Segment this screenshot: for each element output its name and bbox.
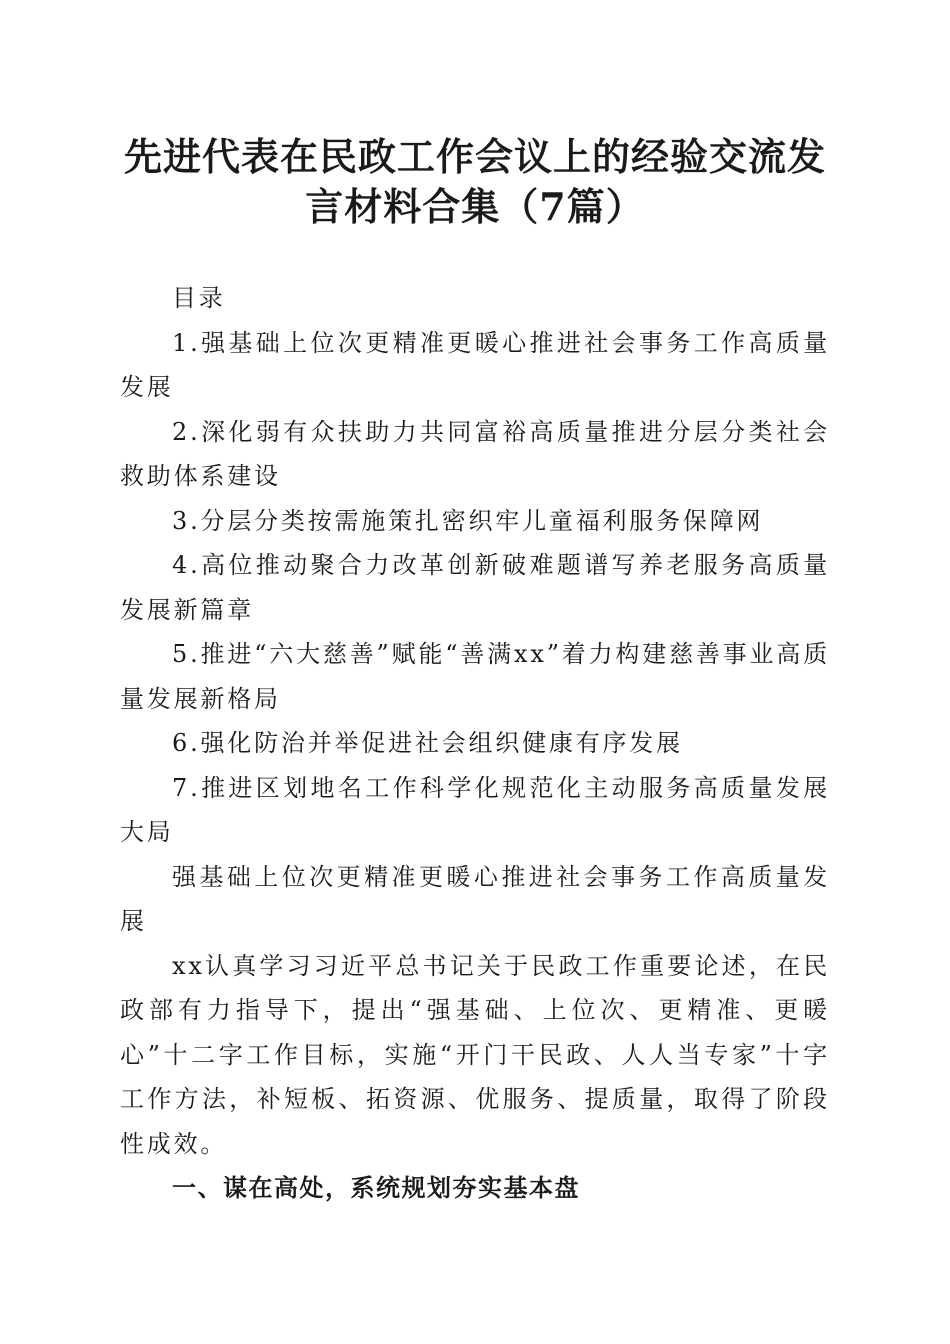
intro-paragraph: xx认真学习习近平总书记关于民政工作重要论述，在民政部有力指导下，提出“强基础、上位次、更精准、更暖心”十二字工作目标，实施“开门干民政、人人当专家”十字工作方法，补短板、拓资源、优服务、提质量，取得了阶段性成效。 xyxy=(120,951,830,1158)
toc-item: 7.推进区划地名工作科学化规范化主动服务高质量发展大局 xyxy=(120,773,830,846)
toc-item: 6.强化防治并举促进社会组织健康有序发展 xyxy=(172,729,683,757)
toc-item: 3.分层分类按需施策扎密织牢儿童福利服务保障网 xyxy=(172,506,764,535)
toc-item: 4.高位推动聚合力改革创新破难题谱写养老服务高质量发展新篇章 xyxy=(120,551,830,624)
toc-heading: 目录 xyxy=(172,284,226,312)
article-title: 强基础上位次更精准更暖心推进社会事务工作高质量发展 xyxy=(120,862,830,935)
toc-item: 1.强基础上位次更精准更暖心推进社会事务工作高质量发展 xyxy=(120,328,830,401)
section-heading: 一、谋在高处，系统规划夯实基本盘 xyxy=(172,1174,580,1202)
toc-item: 2.深化弱有众扶助力共同富裕高质量推进分层分类社会救助体系建设 xyxy=(120,417,830,490)
toc-item: 5.推进“六大慈善”赋能“善满xx”着力构建慈善事业高质量发展新格局 xyxy=(120,640,830,713)
document-title: 先进代表在民政工作会议上的经验交流发言材料合集（7篇） xyxy=(123,134,826,229)
document-body xyxy=(120,276,830,1211)
